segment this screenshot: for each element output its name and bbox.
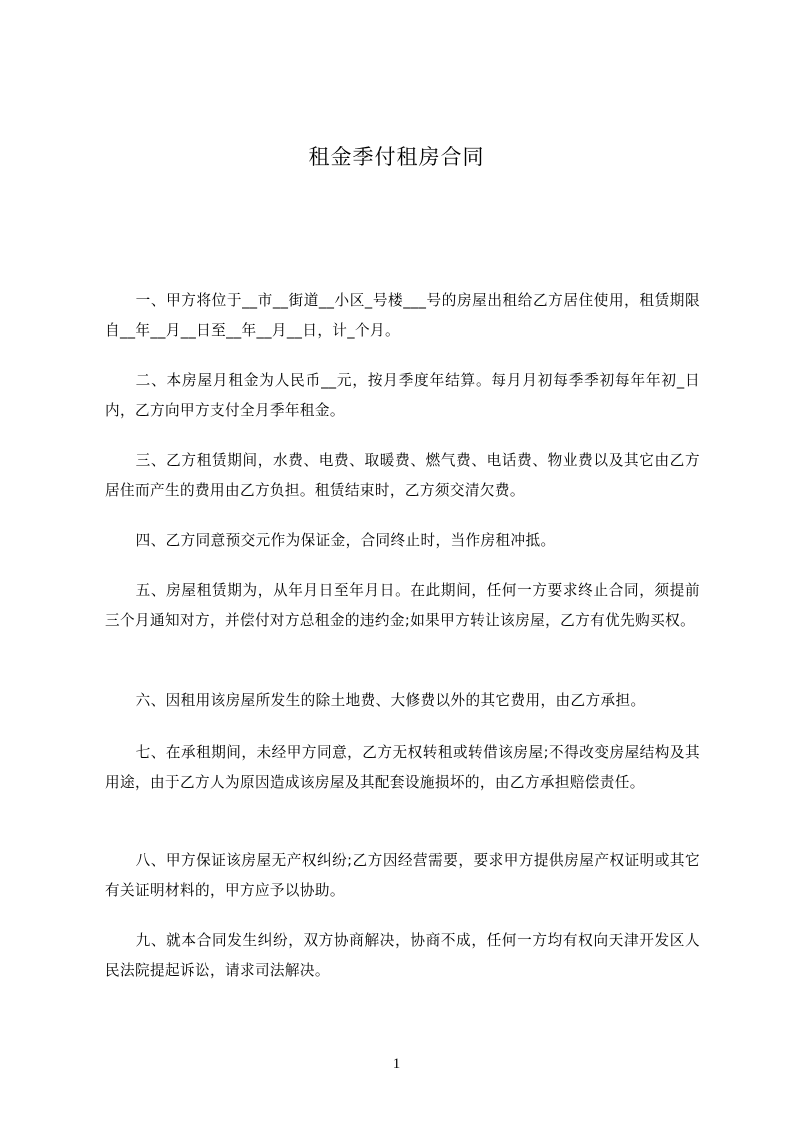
clause-6: 六、因租用该房屋所发生的除土地费、大修费以外的其它费用，由乙方承担。 [135,692,646,709]
clause-3: 三、乙方租赁期间，水费、电费、取暖费、燃气费、电话费、物业费以及其它由乙方居住而产生的费用由乙方负担。租赁结束时，乙方须交清欠费。 [105,452,700,499]
clause-5: 五、房屋租赁期为，从年月日至年月日。在此期间，任何一方要求终止合同，须提前三个月通知对方，并偿付对方总租金的违约金;如果甲方转让该房屋，乙方有优先购买权。 [105,582,700,629]
page-number: 1 [392,1056,401,1072]
clause-2: 二、本房屋月租金为人民币__元，按月季度年结算。每月月初每季季初每年年初_日内，乙方向甲方支付全月季年租金。 [105,372,700,419]
clause-8: 八、甲方保证该房屋无产权纠纷;乙方因经营需要，要求甲方提供房屋产权证明或其它有关证明材料的，甲方应予以协助。 [105,852,700,899]
clause-1: 一、甲方将位于__市__街道__小区_号楼___号的房屋出租给乙方居住使用，租赁期限自__年__月__日至__年__月__日，计_个月。 [105,292,700,339]
document-title: 租金季付租房合同 [308,145,485,169]
clause-7: 七、在承租期间，未经甲方同意，乙方无权转租或转借该房屋;不得改变房屋结构及其用途，由于乙方人为原因造成该房屋及其配套设施损坏的，由乙方承担赔偿责任。 [105,744,700,791]
clause-4: 四、乙方同意预交元作为保证金，合同终止时，当作房租冲抵。 [135,532,556,549]
clause-9: 九、就本合同发生纠纷，双方协商解决，协商不成，任何一方均有权向天津开发区人民法院提起诉讼，请求司法解决。 [105,932,700,979]
